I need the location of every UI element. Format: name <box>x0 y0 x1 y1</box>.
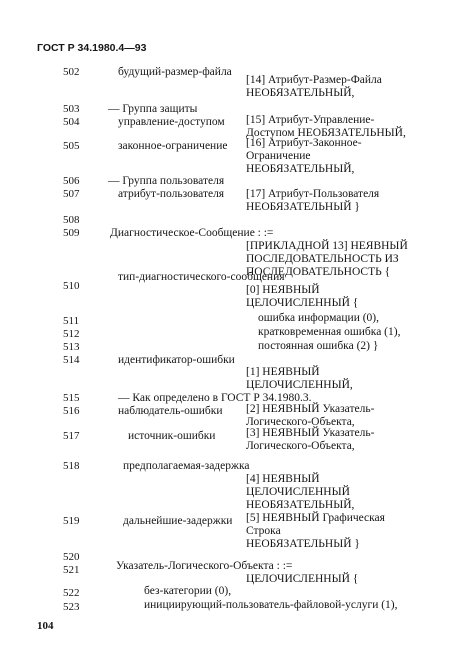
enum-value: ошибка информации (0), <box>258 312 380 324</box>
line-number: 515 <box>63 392 80 404</box>
field-type: Ограничение <box>246 150 311 162</box>
group-comment: — Группа пользователя <box>108 175 225 187</box>
line-number: 504 <box>63 116 80 128</box>
field-type: Доступом НЕОБЯЗАТЕЛЬНЫЙ, <box>246 127 406 139</box>
field-type: НЕОБЯЗАТЕЛЬНЫЙ, <box>246 499 355 511</box>
page-number: 104 <box>37 620 54 632</box>
line-number: 520 <box>63 551 80 563</box>
comment: — Как определено в ГОСТ Р 34.1980.3. <box>118 392 312 404</box>
field-type: ЦЕЛОЧИСЛЕННЫЙ { <box>246 297 359 309</box>
line-number: 517 <box>63 430 80 442</box>
line-number: 513 <box>63 341 80 353</box>
enum-value: постоянная ошибка (2) } <box>258 340 379 352</box>
field-type: НЕОБЯЗАТЕЛЬНЫЙ, <box>246 163 355 175</box>
field-type: Строка <box>246 525 281 537</box>
field-name: тип-диагностического-сообщения <box>118 271 285 283</box>
line-number: 506 <box>63 175 80 187</box>
field-type: Логического-Объекта, <box>246 440 355 452</box>
field-name: управление-доступом <box>118 116 225 128</box>
field-type: Логического-Объекта, <box>246 416 355 428</box>
line-number: 510 <box>63 280 80 292</box>
line-number: 519 <box>63 515 80 527</box>
enum-value: кратковременная ошибка (1), <box>258 326 401 338</box>
field-name: наблюдатель-ошибки <box>118 405 223 417</box>
field-name: атрибут-пользователя <box>118 188 225 200</box>
field-type: ЦЕЛОЧИСЛЕННЫЙ, <box>246 379 353 391</box>
field-type: [4] НЕЯВНЫЙ <box>246 473 320 485</box>
enum-value: без-категории (0), <box>144 585 232 597</box>
line-number: 521 <box>63 564 80 576</box>
field-type: НЕОБЯЗАТЕЛЬНЫЙ, <box>246 87 355 99</box>
line-number: 508 <box>63 214 80 226</box>
line-number: 518 <box>63 460 80 472</box>
line-number: 522 <box>63 587 80 599</box>
enum-value: инициирующий-пользователь-файловой-услуги (1), <box>144 599 398 611</box>
group-comment: — Группа защиты <box>108 103 198 115</box>
field-type: [ПРИКЛАДНОЙ 13] НЕЯВНЫЙ <box>246 240 408 252</box>
field-type: [17] Атрибут-Пользователя <box>246 188 380 200</box>
field-type: [0] НЕЯВНЫЙ <box>246 284 320 296</box>
field-name: источник-ошибки <box>128 430 216 442</box>
line-number: 509 <box>63 227 80 239</box>
line-number: 512 <box>63 328 80 340</box>
field-type: [14] Атрибут-Размер-Файла <box>246 74 382 86</box>
line-number: 523 <box>63 601 80 613</box>
field-name: предполагаемая-задержка <box>123 460 250 472</box>
line-number: 502 <box>63 66 80 78</box>
field-type: [1] НЕЯВНЫЙ <box>246 366 320 378</box>
line-number: 516 <box>63 405 80 417</box>
field-name: идентификатор-ошибки <box>118 354 235 366</box>
running-header: ГОСТ Р 34.1980.4—93 <box>37 42 147 54</box>
line-number: 505 <box>63 140 80 152</box>
field-type: [15] Атрибут-Управление- <box>246 114 375 126</box>
field-type: [2] НЕЯВНЫЙ Указатель- <box>246 403 375 415</box>
field-type: [3] НЕЯВНЫЙ Указатель- <box>246 427 375 439</box>
field-type: [16] Атрибут-Законное- <box>246 137 362 149</box>
field-type: ПОСЛЕДОВАТЕЛЬНОСТЬ { <box>246 266 391 278</box>
field-type: ПОСЛЕДОВАТЕЛЬНОСТЬ ИЗ <box>246 253 399 265</box>
type-definition: Диагностическое-Сообщение : := <box>110 227 274 239</box>
line-number: 503 <box>63 103 80 115</box>
line-number: 511 <box>63 315 80 327</box>
field-name: законное-ограничение <box>118 140 228 152</box>
field-name: будущий-размер-файла <box>118 66 232 78</box>
type-definition: Указатель-Логического-Объекта : := <box>116 560 293 572</box>
field-type: ЦЕЛОЧИСЛЕННЫЙ <box>246 486 350 498</box>
line-number: 507 <box>63 188 80 200</box>
field-type: [5] НЕЯВНЫЙ Графическая <box>246 512 385 524</box>
field-type: НЕОБЯЗАТЕЛЬНЫЙ } <box>246 538 360 550</box>
field-type: ЦЕЛОЧИСЛЕННЫЙ { <box>246 573 359 585</box>
field-type: НЕОБЯЗАТЕЛЬНЫЙ } <box>246 201 360 213</box>
line-number: 514 <box>63 354 80 366</box>
field-name: дальнейшие-задержки <box>123 515 233 527</box>
